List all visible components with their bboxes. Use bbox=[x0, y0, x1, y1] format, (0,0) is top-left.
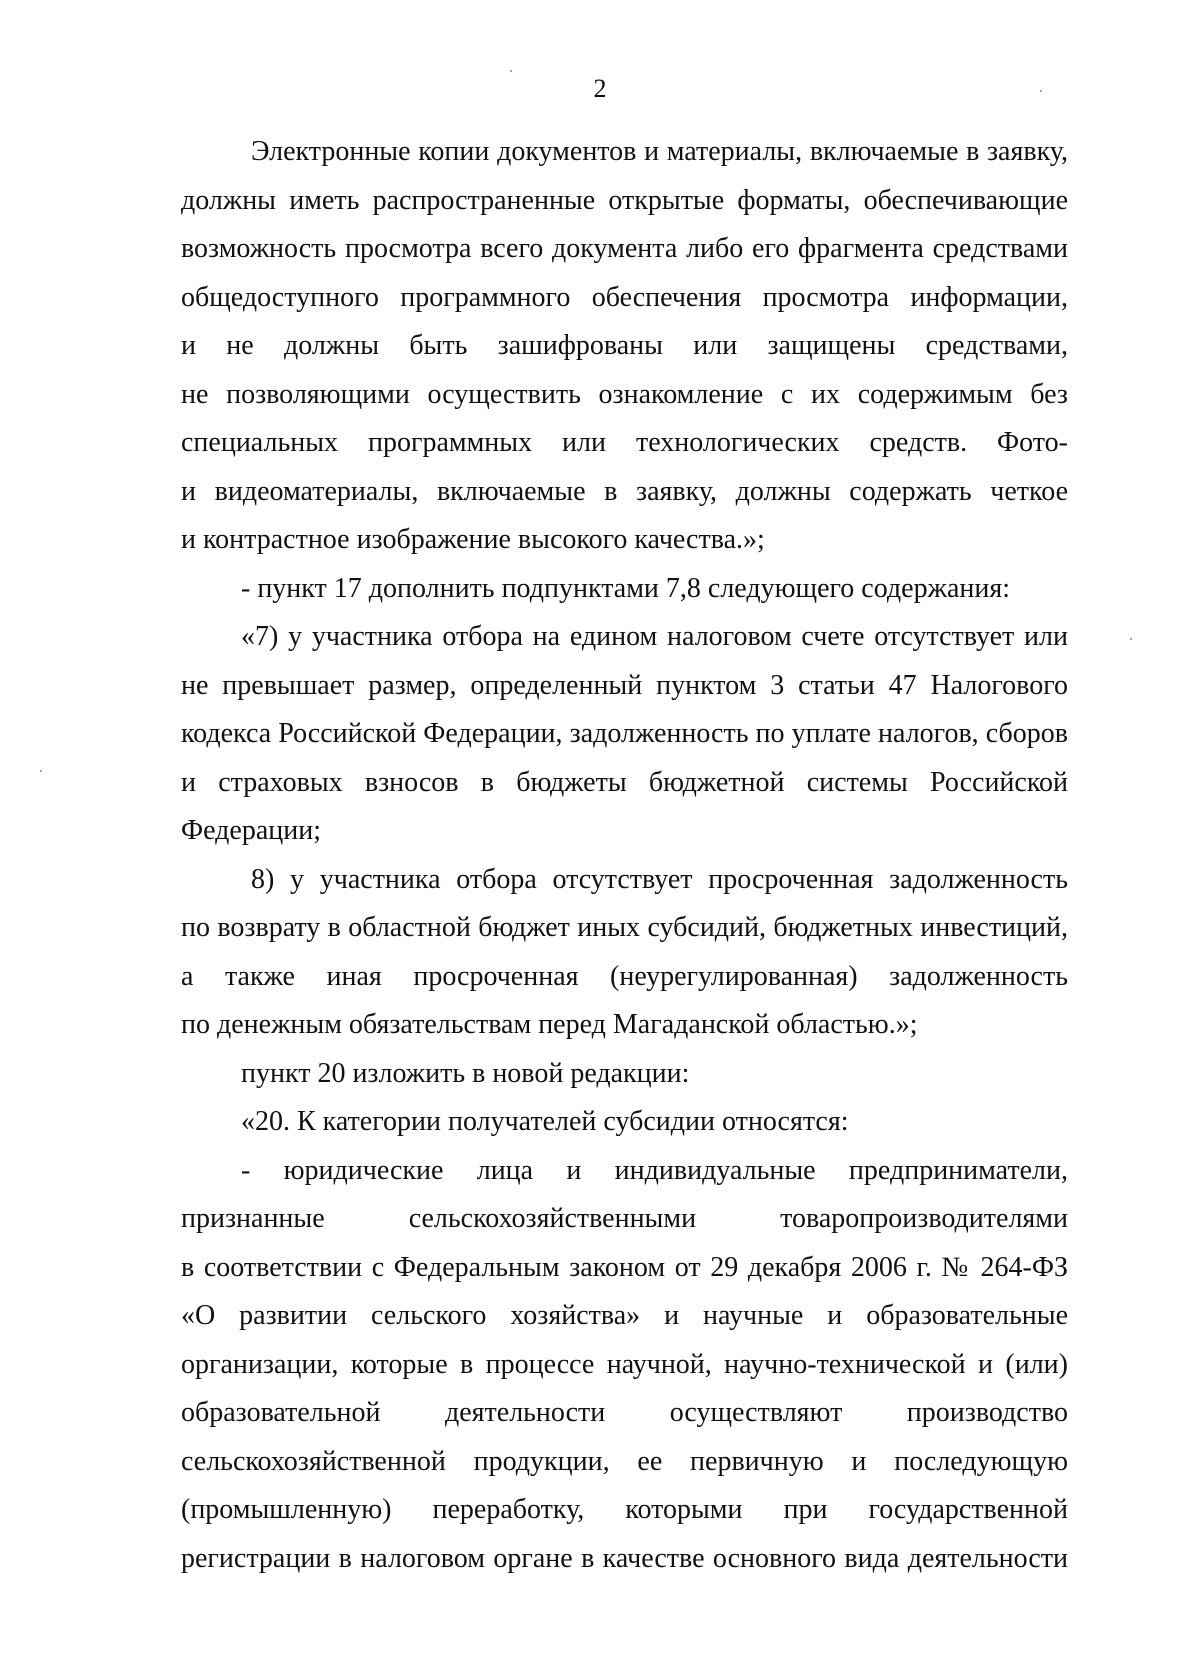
text-line: Электронные копии документов и материалы, включаемые в заявку, bbox=[251, 136, 1068, 167]
text-line: «О развитии сельского хозяйства» и научные и образовательные bbox=[181, 1300, 1068, 1331]
text-line: а также иная просроченная (неурегулированная) задолженность bbox=[181, 960, 1068, 992]
scan-speck bbox=[1130, 638, 1132, 640]
text-line: организации, которые в процессе научной, научно-технической и (или) bbox=[181, 1348, 1068, 1380]
text-line: сельскохозяйственной продукции, ее первичную и последующую bbox=[181, 1445, 1068, 1477]
text-line: и не должны быть зашифрованы или защищены средствами, bbox=[181, 330, 1068, 361]
text-line: «7) у участника отбора на едином налоговом счете отсутствует или bbox=[241, 621, 1068, 652]
text-line: в соответствии с Федеральным законом от 29 декабря 2006 г. № 264-ФЗ bbox=[181, 1251, 1068, 1283]
text-line: по возврату в областной бюджет иных субсидий, бюджетных инвестиций, bbox=[181, 912, 1068, 943]
text-line: специальных программных или технологических средств. Фото- bbox=[181, 427, 1068, 458]
text-line: кодекса Российской Федерации, задолженность по уплате налогов, сборов bbox=[181, 718, 1068, 749]
text-line: не позволяющими осуществить ознакомление с их содержимым без bbox=[181, 378, 1068, 410]
paragraph-subitem-8 bbox=[181, 856, 1068, 1050]
text-line: 8) у участника отбора отсутствует просроченная задолженность bbox=[251, 863, 1068, 895]
text-line: общедоступного программного обеспечения просмотра информации, bbox=[181, 281, 1068, 313]
text-line: регистрации в налоговом органе в качестве основного вида деятельности bbox=[181, 1542, 1068, 1574]
text-line: и контрастное изображение высокого качества.»; bbox=[181, 524, 765, 555]
text-line: Федерации; bbox=[181, 815, 322, 846]
paragraph-subitem-7 bbox=[181, 613, 1068, 856]
paragraph-item-20-intro bbox=[181, 1050, 1068, 1099]
text-line: признанные сельскохозяйственными товаропроизводителями bbox=[181, 1203, 1068, 1234]
text-line: пункт 20 изложить в новой редакции: bbox=[241, 1057, 690, 1089]
text-line: и страховых взносов в бюджеты бюджетной системы Российской bbox=[181, 766, 1068, 798]
text-line: должны иметь распространенные открытые форматы, обеспечивающие bbox=[181, 184, 1068, 216]
text-line: (промышленную) переработку, которыми при государственной bbox=[181, 1494, 1068, 1525]
text-line: «20. К категории получателей субсидии относятся: bbox=[241, 1106, 849, 1137]
page-number: 2 bbox=[593, 74, 607, 103]
text-line: не превышает размер, определенный пунктом 3 статьи 47 Налогового bbox=[181, 669, 1068, 701]
scan-speck bbox=[510, 70, 512, 72]
text-line: образовательной деятельности осуществляют производство bbox=[181, 1397, 1068, 1428]
text-line: по денежным обязательствам перед Магаданской областью.»; bbox=[181, 1009, 918, 1040]
scan-speck bbox=[1040, 90, 1042, 92]
paragraph-electronic-copies bbox=[181, 128, 1068, 565]
paragraph-item-17 bbox=[181, 565, 1068, 614]
scan-speck bbox=[40, 770, 42, 772]
document-body bbox=[181, 128, 1068, 1583]
text-line: и видеоматериалы, включаемые в заявку, должны содержать четкое bbox=[181, 475, 1068, 507]
paragraph-recipients bbox=[181, 1147, 1068, 1584]
paragraph-item-20-heading bbox=[181, 1098, 1068, 1147]
text-line: - пункт 17 дополнить подпунктами 7,8 следующего содержания: bbox=[241, 572, 1011, 604]
text-line: возможность просмотра всего документа либо его фрагмента средствами bbox=[181, 233, 1068, 264]
text-line: - юридические лица и индивидуальные предприниматели, bbox=[241, 1154, 1068, 1186]
